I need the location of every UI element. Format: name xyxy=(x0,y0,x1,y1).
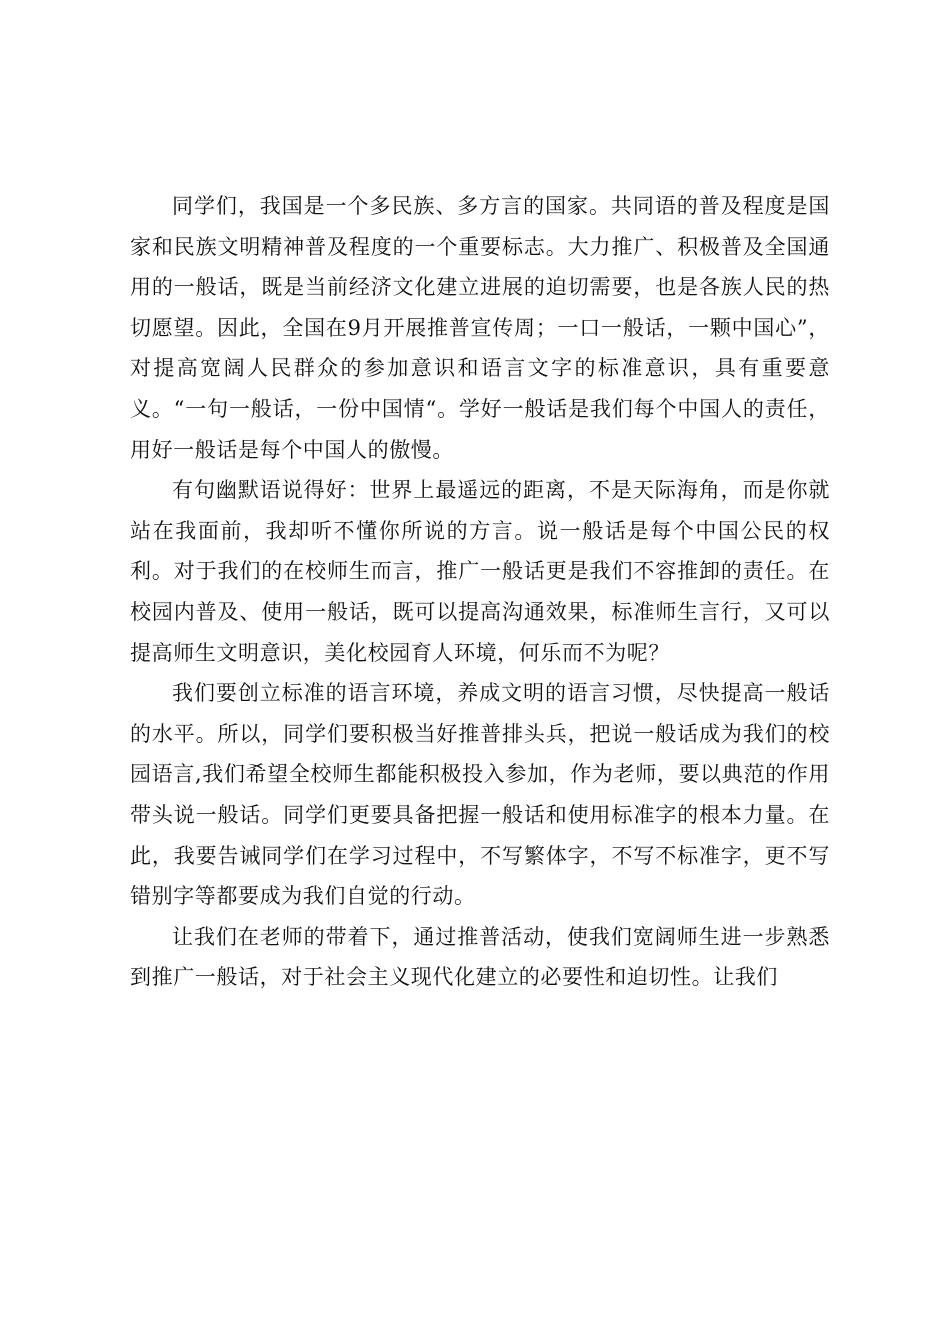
paragraph-4: 让我们在老师的带着下，通过推普活动，使我们宽阔师生进一步熟悉到推广一般话，对于社会主义现代化建立的必要性和迫切性。让我们 xyxy=(130,924,830,990)
document-body xyxy=(130,186,830,998)
paragraph-2: 有句幽默语说得好：世界上最遥远的距离，不是天际海角，而是你就站在我面前，我却听不懂你所说的方言。说一般话是每个中国公民的权利。对于我们的在校师生而言，推广一般话更是我们不容推卸的责任。在校园内普及、使用一般话，既可以提高沟通效果，标准师生言行，又可以提高师生文明意识，美化校园育人环境，何乐而不为呢？ xyxy=(130,478,830,665)
paragraph-1: 同学们，我国是一个多民族、多方言的国家。共同语的普及程度是国家和民族文明精神普及程度的一个重要标志。大力推广、积极普及全国通用的一般话，既是当前经济文化建立进展的迫切需要，也是各族人民的热切愿望。因此，全国在9月开展推普宣传周；一口一般话，一颗中国心”，对提高宽阔人民群众的参加意识和语言文字的标准意识，具有重要意义。“一句一般话，一份中国情“。学好一般话是我们每个中国人的责任，用好一般话是每个中国人的傲慢。 xyxy=(130,194,830,462)
paragraph-3: 我们要创立标准的语言环境，养成文明的语言习惯，尽快提高一般话的水平。所以，同学们要积极当好推普排头兵，把说一般话成为我们的校园语言,我们希望全校师生都能积极投入参加，作为老师，要以典范的作用带头说一般话。同学们更要具备把握一般话和使用标准字的根本力量。在此，我要告诫同学们在学习过程中，不写繁体字，不写不标准字，更不写错别字等都要成为我们自觉的行动。 xyxy=(130,681,830,909)
